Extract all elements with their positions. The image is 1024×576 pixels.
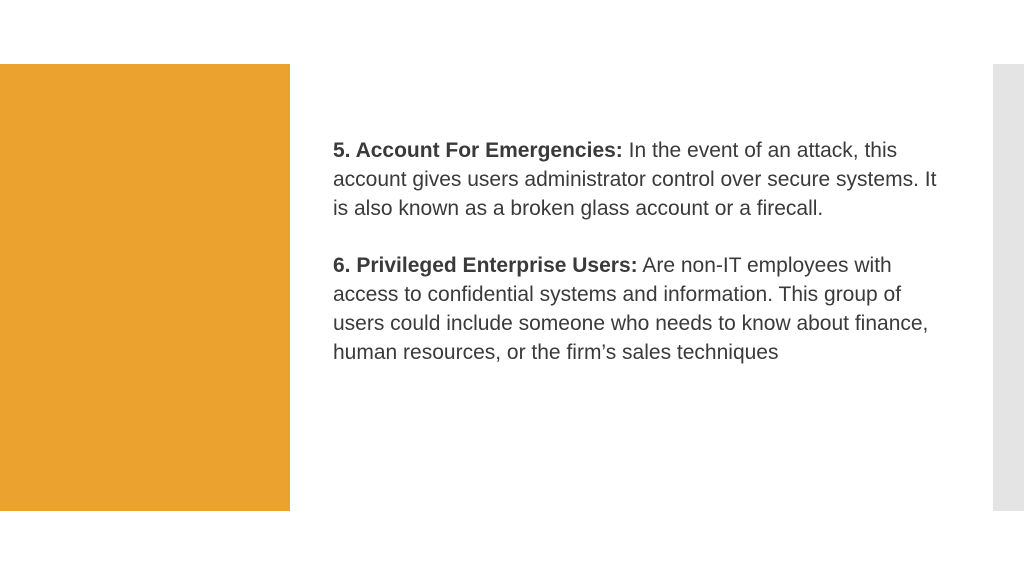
paragraph-privileged-enterprise-users xyxy=(333,251,943,367)
paragraph-emergency-account xyxy=(333,136,943,223)
accent-block xyxy=(0,64,290,511)
paragraph-body: Are non-IT employees with access to confidential systems and information. This group of users could include someone who needs to know about finance, human resources, or the firm’s sales techniques xyxy=(333,254,929,364)
side-bar xyxy=(993,64,1024,511)
content-area xyxy=(333,136,943,395)
paragraph-heading: 5. Account For Emergencies: xyxy=(333,139,623,162)
paragraph-body: In the event of an attack, this account gives users administrator control over secure systems. It is also known as a broken glass account or a firecall. xyxy=(333,139,937,220)
paragraph-heading: 6. Privileged Enterprise Users: xyxy=(333,254,638,277)
